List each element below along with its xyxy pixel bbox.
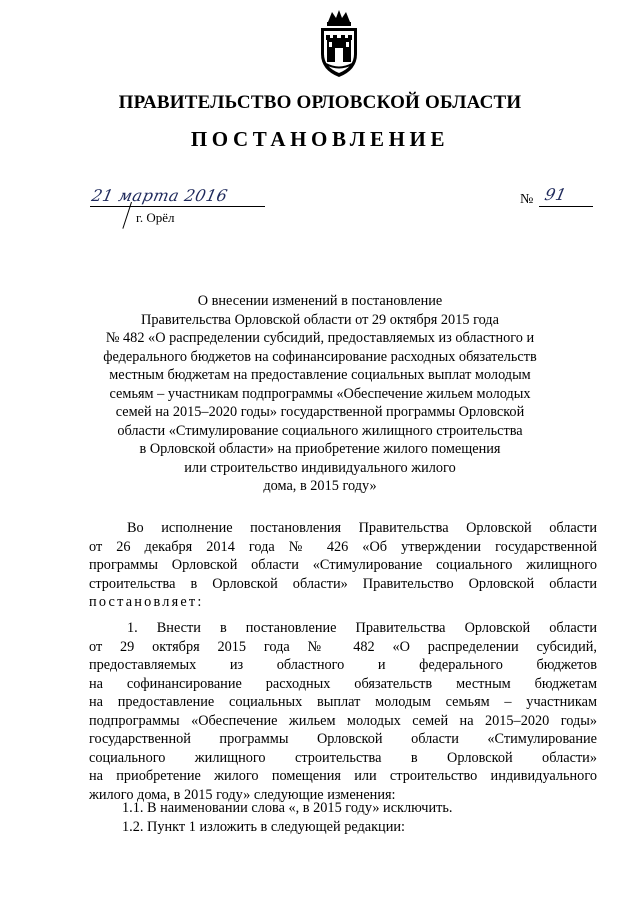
subject-line: № 482 «О распределении субсидий, предоставляемых из областного и xyxy=(105,330,535,346)
emblem-svg xyxy=(314,8,364,80)
body-line: государственной программы Орловской области «Стимулирование xyxy=(89,731,597,747)
body-line: предоставляемых из областного и федерального бюджетов xyxy=(89,657,597,673)
body-line: на софинансирование расходных обязательств местным бюджетам xyxy=(89,675,597,692)
body-line: социального жилищного строительства в Орловской области» xyxy=(89,749,597,766)
handwritten-number: 91 xyxy=(542,185,569,204)
subject-line: Правительства Орловской области от 29 октября 2015 года xyxy=(141,311,499,328)
body-line: строительства в Орловской области» Правительство Орловской области xyxy=(89,575,597,592)
coat-of-arms-emblem xyxy=(314,8,364,80)
body-line: жилого дома, в 2015 году» следующие изменения: xyxy=(89,786,396,803)
government-title: ПРАВИТЕЛЬСТВО ОРЛОВСКОЙ ОБЛАСТИ xyxy=(118,92,522,113)
body-line: программы Орловской области «Стимулирование социального жилищного xyxy=(89,557,597,573)
sub-item-1-1: 1.1. В наименовании слова «, в 2015 году» исключить. xyxy=(122,800,453,816)
body-line: Во исполнение постановления Правительства Орловской области xyxy=(127,520,597,536)
body-line: 1. Внести в постановление Правительства Орловской области xyxy=(127,620,597,636)
body-line: постановляет: xyxy=(89,594,204,610)
sub-item-1-2: 1.2. Пункт 1 изложить в следующей редакции: xyxy=(122,819,405,835)
body-line: на предоставление социальных выплат молодым семьям – участникам xyxy=(89,694,597,710)
document-type-title: ПОСТАНОВЛЕНИЕ xyxy=(190,127,450,151)
item-1-paragraph xyxy=(89,619,597,804)
subject-line: семей на 2015–2020 годы» государственной программы Орловской xyxy=(115,404,525,420)
subject-line: федерального бюджетов на софинансирование расходных обязательств xyxy=(103,348,537,365)
handwritten-date: 21 марта 2016 xyxy=(89,186,230,205)
body-line: подпрограммы «Обеспечение жильем молодых семей на 2015–2020 годы» xyxy=(89,712,597,729)
preamble-paragraph xyxy=(89,519,597,612)
subject-line: местным бюджетам на предоставление социальных выплат молодым xyxy=(109,367,531,383)
subject-line: семьям – участникам подпрограммы «Обеспечение жильем молодых xyxy=(109,385,531,402)
subject-line: в Орловской области» на приобретение жилого помещения xyxy=(139,441,501,457)
subject-line: области «Стимулирование социального жилищного строительства xyxy=(117,422,523,439)
number-label: № xyxy=(520,192,534,207)
body-line: от 26 декабря 2014 года № 426 «Об утверждении государственной xyxy=(89,538,597,555)
document-subject xyxy=(80,292,560,496)
body-line: на приобретение жилого помещения или строительство индивидуального xyxy=(89,768,597,784)
subject-line: О внесении изменений в постановление xyxy=(197,293,443,309)
body-line: от 29 октября 2015 года № 482 «О распределении субсидий, xyxy=(89,638,597,655)
city-label: г. Орёл xyxy=(136,210,175,225)
subject-line: дома, в 2015 году» xyxy=(263,478,377,494)
subject-line: или строительство индивидуального жилого xyxy=(184,459,456,476)
